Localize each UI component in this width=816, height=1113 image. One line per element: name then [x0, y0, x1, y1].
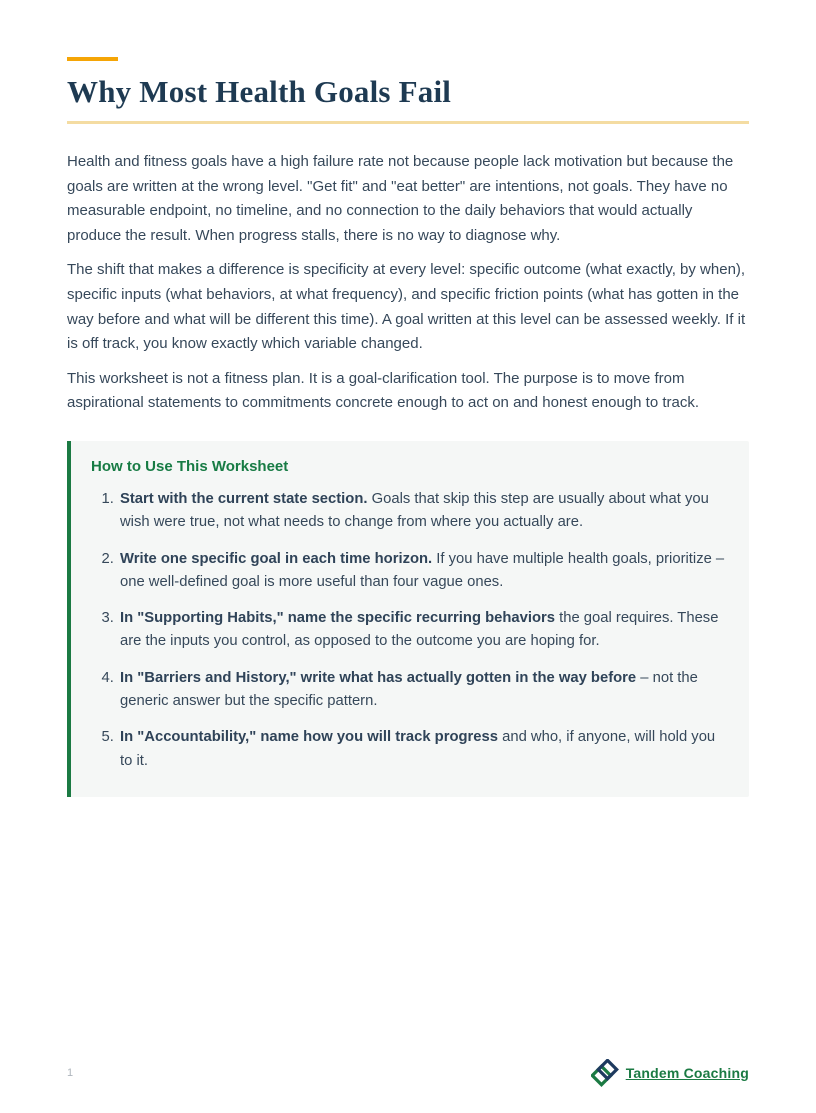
callout-heading: How to Use This Worksheet	[91, 457, 289, 475]
brand-link[interactable]	[591, 1059, 749, 1087]
page-title: Why Most Health Goals Fail	[67, 74, 749, 124]
brand-name: Tandem Coaching	[625, 1065, 749, 1081]
step-3-detail: the goal requires. These are the inputs you control, as opposed to the outcome you are hoping for.	[120, 610, 719, 650]
howto-step-4	[118, 667, 725, 714]
step-4-detail: – not the generic answer but the specific pattern.	[120, 669, 698, 710]
howto-step-5	[118, 726, 725, 773]
intro-section	[67, 150, 749, 416]
step-2-lead: Write one specific goal in each time horizon.	[120, 550, 433, 567]
step-2-detail: If you have multiple health goals, prioritize – one well-defined goal is more useful than four vague ones.	[120, 550, 725, 590]
page-content	[0, 57, 816, 797]
step-5-detail: and who, if anyone, will hold you to it.	[120, 729, 716, 769]
howto-step-3	[118, 607, 725, 654]
step-5-lead: In "Accountability," name how you will track progress	[120, 729, 498, 746]
step-3-lead: In "Supporting Habits," name the specific recurring behaviors	[120, 610, 556, 627]
how-to-use-callout	[67, 441, 749, 797]
accent-bar	[67, 57, 118, 61]
step-1-detail: Goals that skip this step are usually about what you wish were true, not what needs to change from where you actually are.	[120, 490, 709, 531]
intro-paragraph-2: The shift that makes a difference is specificity at every level: specific outcome (what exactly, by when), specific inputs (what behaviors, at what frequency), and specific friction points (what has gotten in the way before and what will be different this time). A goal written at this level can be assessed weekly. If it is off track, you know exactly which variable changed.	[67, 261, 746, 353]
step-4-lead: In "Barriers and History," write what has actually gotten in the way before	[120, 669, 637, 686]
howto-step-1	[118, 488, 725, 535]
tandem-logo-icon	[591, 1059, 619, 1087]
howto-step-2	[118, 548, 725, 595]
intro-paragraph-3: This worksheet is not a fitness plan. It is a goal-clarification tool. The purpose is to move from aspirational statements to commitments concrete enough to act on and honest enough to track.	[67, 369, 700, 412]
page-number: 1	[67, 1067, 74, 1079]
step-1-lead: Start with the current state section.	[120, 490, 368, 507]
intro-paragraph-1: Health and fitness goals have a high failure rate not because people lack motivation but because the goals are written at the wrong level. "Get fit" and "eat better" are intentions, not goals. They have no measurable endpoint, no timeline, and no connection to the daily behaviors that would actually produce the result. When progress stalls, there is no way to diagnose why.	[67, 153, 734, 244]
page-footer	[67, 1059, 749, 1087]
howto-steps-list	[91, 488, 725, 773]
